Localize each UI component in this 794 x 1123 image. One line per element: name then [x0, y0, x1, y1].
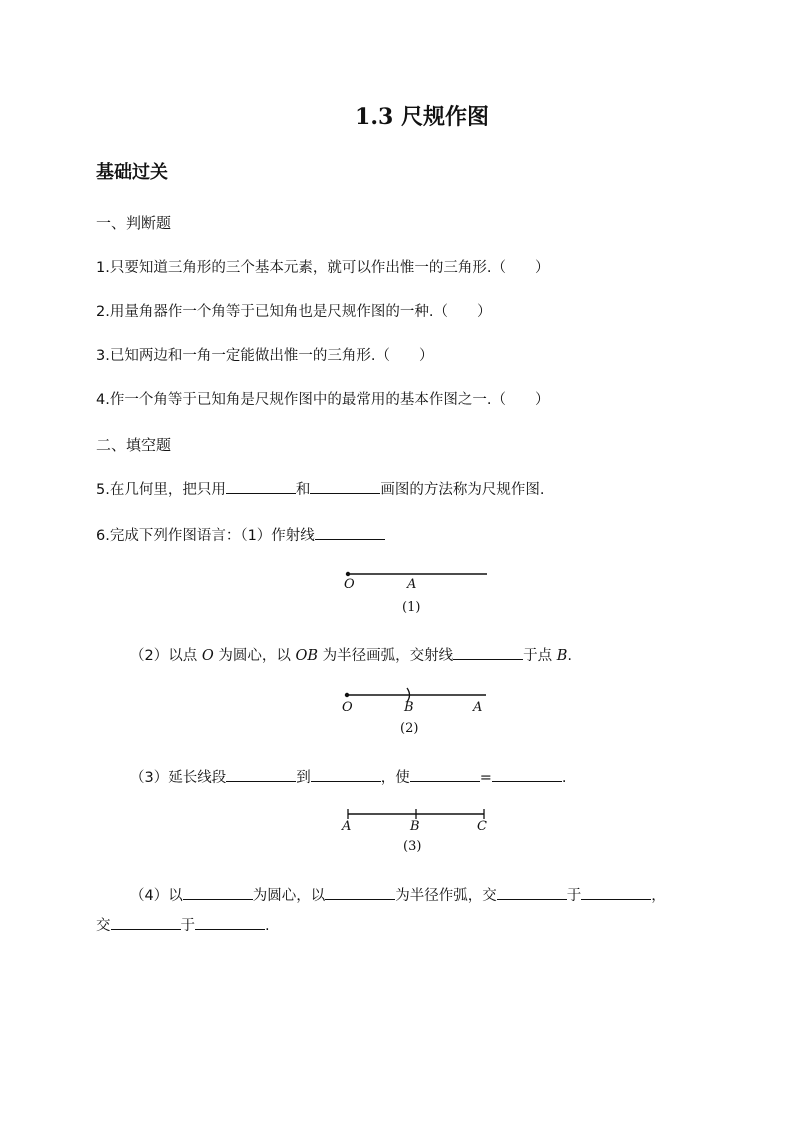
page-title: 1.3 尺规作图 — [355, 104, 489, 130]
question-3: 3.已知两边和一角一定能做出惟一的三角形.（ ） — [96, 348, 434, 364]
part2-heading: 二、填空题 — [96, 436, 172, 454]
s4-blank-4[interactable] — [581, 885, 651, 901]
s3-blank-2[interactable] — [311, 767, 381, 783]
s4-text-a: （4）以 — [130, 888, 183, 904]
s2-segment-ob: OB — [295, 648, 318, 664]
s4-blank-6[interactable] — [195, 915, 265, 931]
s2-text-b: 为圆心，以 — [213, 648, 296, 664]
s4-blank-3[interactable] — [497, 885, 567, 901]
s2-text-a: （2）以点 — [130, 648, 202, 664]
s4-text-g: 于 — [180, 918, 195, 934]
q6-text-a: 6.完成下列作图语言：（1）作射线 — [96, 528, 315, 544]
s2-text-c: 为半径画弧，交射线 — [318, 648, 454, 664]
step-2 — [130, 644, 572, 665]
question-1: 1.只要知道三角形的三个基本元素，就可以作出惟一的三角形.（ ） — [96, 260, 550, 276]
s4-text-c: 为半径作弧，交 — [395, 888, 497, 904]
s2-point-b: B — [556, 648, 568, 664]
section-title: 基础过关 — [96, 162, 168, 183]
fig1-label-a: A — [407, 577, 417, 592]
s4-text-d: 于 — [566, 888, 582, 904]
fig3-label-c: C — [477, 819, 487, 834]
s2-text-e: . — [567, 648, 572, 664]
part1-heading: 一、判断题 — [96, 214, 172, 232]
fig1-caption: (1) — [402, 600, 421, 615]
s3-text-e: . — [561, 770, 567, 786]
question-4: 4.作一个角等于已知角是尺规作图中的最常用的基本作图之一.（ ） — [96, 392, 550, 408]
s4-blank-1[interactable] — [183, 885, 253, 901]
point-o — [345, 693, 349, 697]
figure-3 — [330, 806, 500, 836]
s4-blank-2[interactable] — [325, 885, 395, 901]
s4-text-h: . — [265, 918, 270, 934]
fig2-label-a: A — [473, 700, 483, 715]
fig3-label-a: A — [342, 819, 352, 834]
question-6 — [96, 524, 385, 545]
s2-blank-1[interactable] — [453, 645, 523, 661]
fig3-caption: (3) — [403, 839, 422, 854]
fig2-caption: (2) — [400, 721, 419, 736]
figure-1 — [330, 566, 500, 596]
fig1-label-o: O — [344, 577, 355, 592]
question-2: 2.用量角器作一个角等于已知角也是尺规作图的一种.（ ） — [96, 304, 492, 320]
s4-text-f: 交 — [96, 918, 111, 934]
q6-blank-1[interactable] — [315, 525, 385, 541]
s3-blank-3[interactable] — [410, 767, 480, 783]
step-4-line-2 — [96, 914, 270, 935]
s3-text-a: （3）延长线段 — [130, 770, 227, 786]
step-4-line-1 — [130, 884, 666, 905]
point-o — [346, 572, 350, 576]
step-3 — [130, 766, 567, 787]
s3-text-d: = — [479, 770, 492, 786]
fig3-label-b: B — [410, 819, 420, 834]
s4-blank-5[interactable] — [111, 915, 181, 931]
s2-text-d: 于点 — [523, 648, 557, 664]
s3-blank-4[interactable] — [492, 767, 562, 783]
s3-text-c: ，使 — [380, 770, 410, 786]
q5-blank-2[interactable] — [310, 479, 380, 495]
q5-blank-1[interactable] — [226, 479, 296, 495]
q5-text-c: 画图的方法称为尺规作图. — [380, 482, 545, 498]
s2-point-o: O — [201, 648, 214, 664]
question-5 — [96, 478, 544, 499]
figure-2 — [330, 686, 500, 716]
s4-text-e: ， — [651, 888, 666, 904]
s4-text-b: 为圆心，以 — [252, 888, 326, 904]
q5-text-a: 5.在几何里，把只用 — [96, 482, 226, 498]
fig2-label-o: O — [342, 700, 353, 715]
fig2-label-b: B — [404, 700, 414, 715]
s3-text-b: 到 — [296, 770, 311, 786]
q5-text-b: 和 — [295, 482, 311, 498]
s3-blank-1[interactable] — [226, 767, 296, 783]
